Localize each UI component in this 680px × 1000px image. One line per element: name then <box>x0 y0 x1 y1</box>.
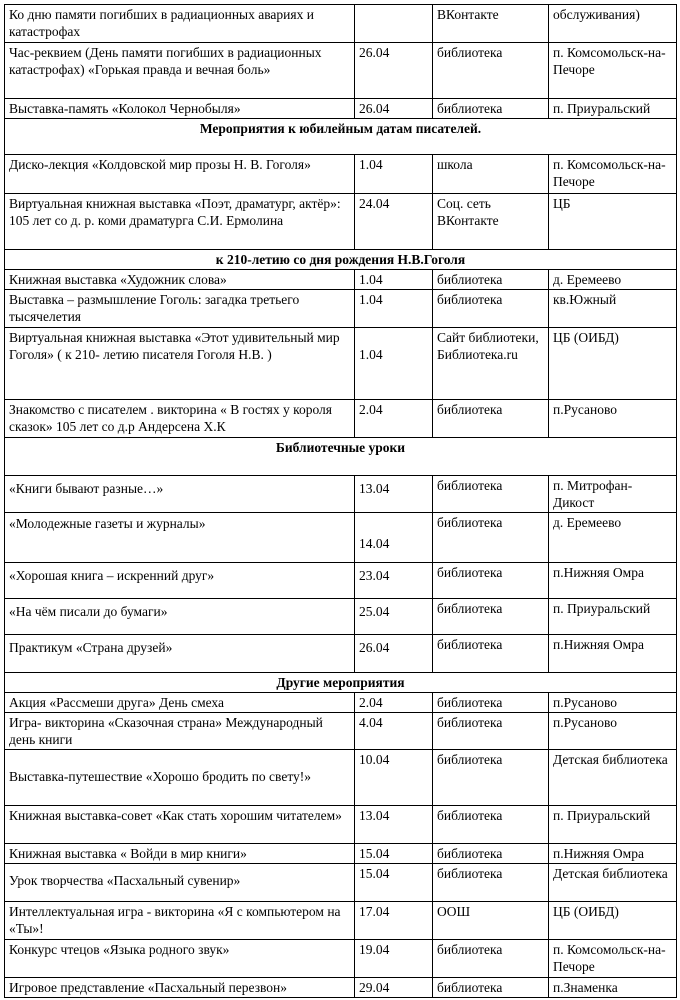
event-venue: библиотека <box>433 599 549 635</box>
event-venue: библиотека <box>433 290 549 328</box>
event-venue: школа <box>433 155 549 194</box>
event-row <box>5 290 677 328</box>
event-name: Игровое представление «Пасхальный перезвон» <box>5 978 355 998</box>
event-name: Виртуальная книжная выставка «Поэт, драматург, актёр»: 105 лет со д. р. коми драматурга С.И. Ермолина <box>5 194 355 250</box>
event-date <box>355 5 433 43</box>
event-row <box>5 844 677 864</box>
event-venue: библиотека <box>433 513 549 563</box>
event-name: Выставка-память «Колокол Чернобыля» <box>5 99 355 119</box>
event-row <box>5 864 677 902</box>
event-row <box>5 400 677 438</box>
event-location: ЦБ (ОИБД) <box>549 328 677 400</box>
event-date: 25.04 <box>355 599 433 635</box>
event-row <box>5 806 677 844</box>
event-name: Книжная выставка-совет «Как стать хорошим читателем» <box>5 806 355 844</box>
event-name: Знакомство с писателем . викторина « В гостях у короля сказок» 105 лет со д.р Андерсена Х.К <box>5 400 355 438</box>
events-table-body <box>5 5 677 998</box>
event-name: «Хорошая книга – искренний друг» <box>5 563 355 599</box>
event-location: п.Русаново <box>549 400 677 438</box>
event-venue: ООШ <box>433 902 549 940</box>
event-venue: библиотека <box>433 844 549 864</box>
event-location: кв.Южный <box>549 290 677 328</box>
event-date: 13.04 <box>355 476 433 513</box>
event-venue: библиотека <box>433 806 549 844</box>
event-location: ЦБ (ОИБД) <box>549 902 677 940</box>
event-location: д. Еремеево <box>549 270 677 290</box>
event-venue: библиотека <box>433 864 549 902</box>
event-location: обслуживания) <box>549 5 677 43</box>
event-date: 26.04 <box>355 99 433 119</box>
event-row <box>5 940 677 978</box>
section-header-row <box>5 673 677 693</box>
event-location: п. Приуральский <box>549 99 677 119</box>
event-row <box>5 155 677 194</box>
event-name: Выставка – размышление Гоголь: загадка третьего тысячелетия <box>5 290 355 328</box>
event-row <box>5 5 677 43</box>
event-name: «На чём писали до бумаги» <box>5 599 355 635</box>
event-date: 17.04 <box>355 902 433 940</box>
section-title: Мероприятия к юбилейным датам писателей. <box>5 119 677 155</box>
event-date: 13.04 <box>355 806 433 844</box>
events-table <box>4 4 677 998</box>
event-location: п. Комсомольск-на- Печоре <box>549 940 677 978</box>
event-name: Ко дню памяти погибших в радиационных авариях и катастрофах <box>5 5 355 43</box>
section-title: к 210-летию со дня рождения Н.В.Гоголя <box>5 250 677 270</box>
event-venue: библиотека <box>433 43 549 99</box>
event-date: 19.04 <box>355 940 433 978</box>
event-date: 23.04 <box>355 563 433 599</box>
event-date: 26.04 <box>355 635 433 673</box>
event-location: п.Русаново <box>549 693 677 713</box>
event-row <box>5 194 677 250</box>
event-location: п.Нижняя Омра <box>549 635 677 673</box>
event-venue: библиотека <box>433 635 549 673</box>
event-location: д. Еремеево <box>549 513 677 563</box>
event-name: Выставка-путешествие «Хорошо бродить по свету!» <box>5 750 355 806</box>
event-date: 1.04 <box>355 328 433 400</box>
event-location: п. Митрофан-Дикост <box>549 476 677 513</box>
section-header-row <box>5 250 677 270</box>
event-name: Виртуальная книжная выставка «Этот удивительный мир Гоголя» ( к 210- летию писателя Гоголя Н.В. ) <box>5 328 355 400</box>
event-date: 1.04 <box>355 155 433 194</box>
event-venue: библиотека <box>433 940 549 978</box>
event-row <box>5 513 677 563</box>
event-venue: библиотека <box>433 693 549 713</box>
event-row <box>5 328 677 400</box>
event-location: п. Приуральский <box>549 806 677 844</box>
event-row <box>5 43 677 99</box>
event-date: 24.04 <box>355 194 433 250</box>
event-venue: библиотека <box>433 563 549 599</box>
event-location: п.Знаменка <box>549 978 677 998</box>
event-venue: библиотека <box>433 978 549 998</box>
event-row <box>5 713 677 750</box>
section-header-row <box>5 119 677 155</box>
event-date: 1.04 <box>355 270 433 290</box>
event-date: 2.04 <box>355 400 433 438</box>
event-name: Час-реквием (День памяти погибших в радиационных катастрофах) «Горькая правда и вечная боль» <box>5 43 355 99</box>
event-row <box>5 99 677 119</box>
event-name: Диско-лекция «Колдовской мир прозы Н. В. Гоголя» <box>5 155 355 194</box>
event-location: п.Нижняя Омра <box>549 563 677 599</box>
event-row <box>5 599 677 635</box>
event-name: Акция «Рассмеши друга» День смеха <box>5 693 355 713</box>
event-date: 29.04 <box>355 978 433 998</box>
section-title: Другие мероприятия <box>5 673 677 693</box>
event-venue: библиотека <box>433 270 549 290</box>
event-name: «Молодежные газеты и журналы» <box>5 513 355 563</box>
event-row <box>5 693 677 713</box>
event-date: 2.04 <box>355 693 433 713</box>
event-venue: библиотека <box>433 99 549 119</box>
event-row <box>5 563 677 599</box>
event-venue: библиотека <box>433 400 549 438</box>
event-date: 14.04 <box>355 513 433 563</box>
event-row <box>5 635 677 673</box>
event-date: 15.04 <box>355 864 433 902</box>
event-venue: Соц. сеть ВКонтакте <box>433 194 549 250</box>
event-row <box>5 978 677 998</box>
event-venue: библиотека <box>433 750 549 806</box>
event-location: Детская библиотека <box>549 750 677 806</box>
event-date: 10.04 <box>355 750 433 806</box>
event-location: п. Комсомольск-на- Печоре <box>549 43 677 99</box>
event-row <box>5 270 677 290</box>
event-name: Игра- викторина «Сказочная страна» Международный день книги <box>5 713 355 750</box>
event-date: 15.04 <box>355 844 433 864</box>
event-name: Интеллектуальная игра - викторина «Я с компьютером на «Ты»! <box>5 902 355 940</box>
event-location: ЦБ <box>549 194 677 250</box>
event-venue: Сайт библиотеки, Библиотека.ru <box>433 328 549 400</box>
event-name: Практикум «Страна друзей» <box>5 635 355 673</box>
event-date: 26.04 <box>355 43 433 99</box>
event-date: 1.04 <box>355 290 433 328</box>
event-row <box>5 902 677 940</box>
section-title: Библиотечные уроки <box>5 438 677 476</box>
event-location: п. Приуральский <box>549 599 677 635</box>
event-venue: библиотека <box>433 713 549 750</box>
event-location: п. Комсомольск-на- Печоре <box>549 155 677 194</box>
event-venue: библиотека <box>433 476 549 513</box>
event-venue: ВКонтакте <box>433 5 549 43</box>
event-location: п.Русаново <box>549 713 677 750</box>
event-location: Детская библиотека <box>549 864 677 902</box>
event-date: 4.04 <box>355 713 433 750</box>
event-location: п.Нижняя Омра <box>549 844 677 864</box>
event-name: Урок творчества «Пасхальный сувенир» <box>5 864 355 902</box>
event-name: Книжная выставка « Войди в мир книги» <box>5 844 355 864</box>
event-name: Конкурс чтецов «Языка родного звук» <box>5 940 355 978</box>
event-name: «Книги бывают разные…» <box>5 476 355 513</box>
event-name: Книжная выставка «Художник слова» <box>5 270 355 290</box>
event-row <box>5 476 677 513</box>
section-header-row <box>5 438 677 476</box>
event-row <box>5 750 677 806</box>
